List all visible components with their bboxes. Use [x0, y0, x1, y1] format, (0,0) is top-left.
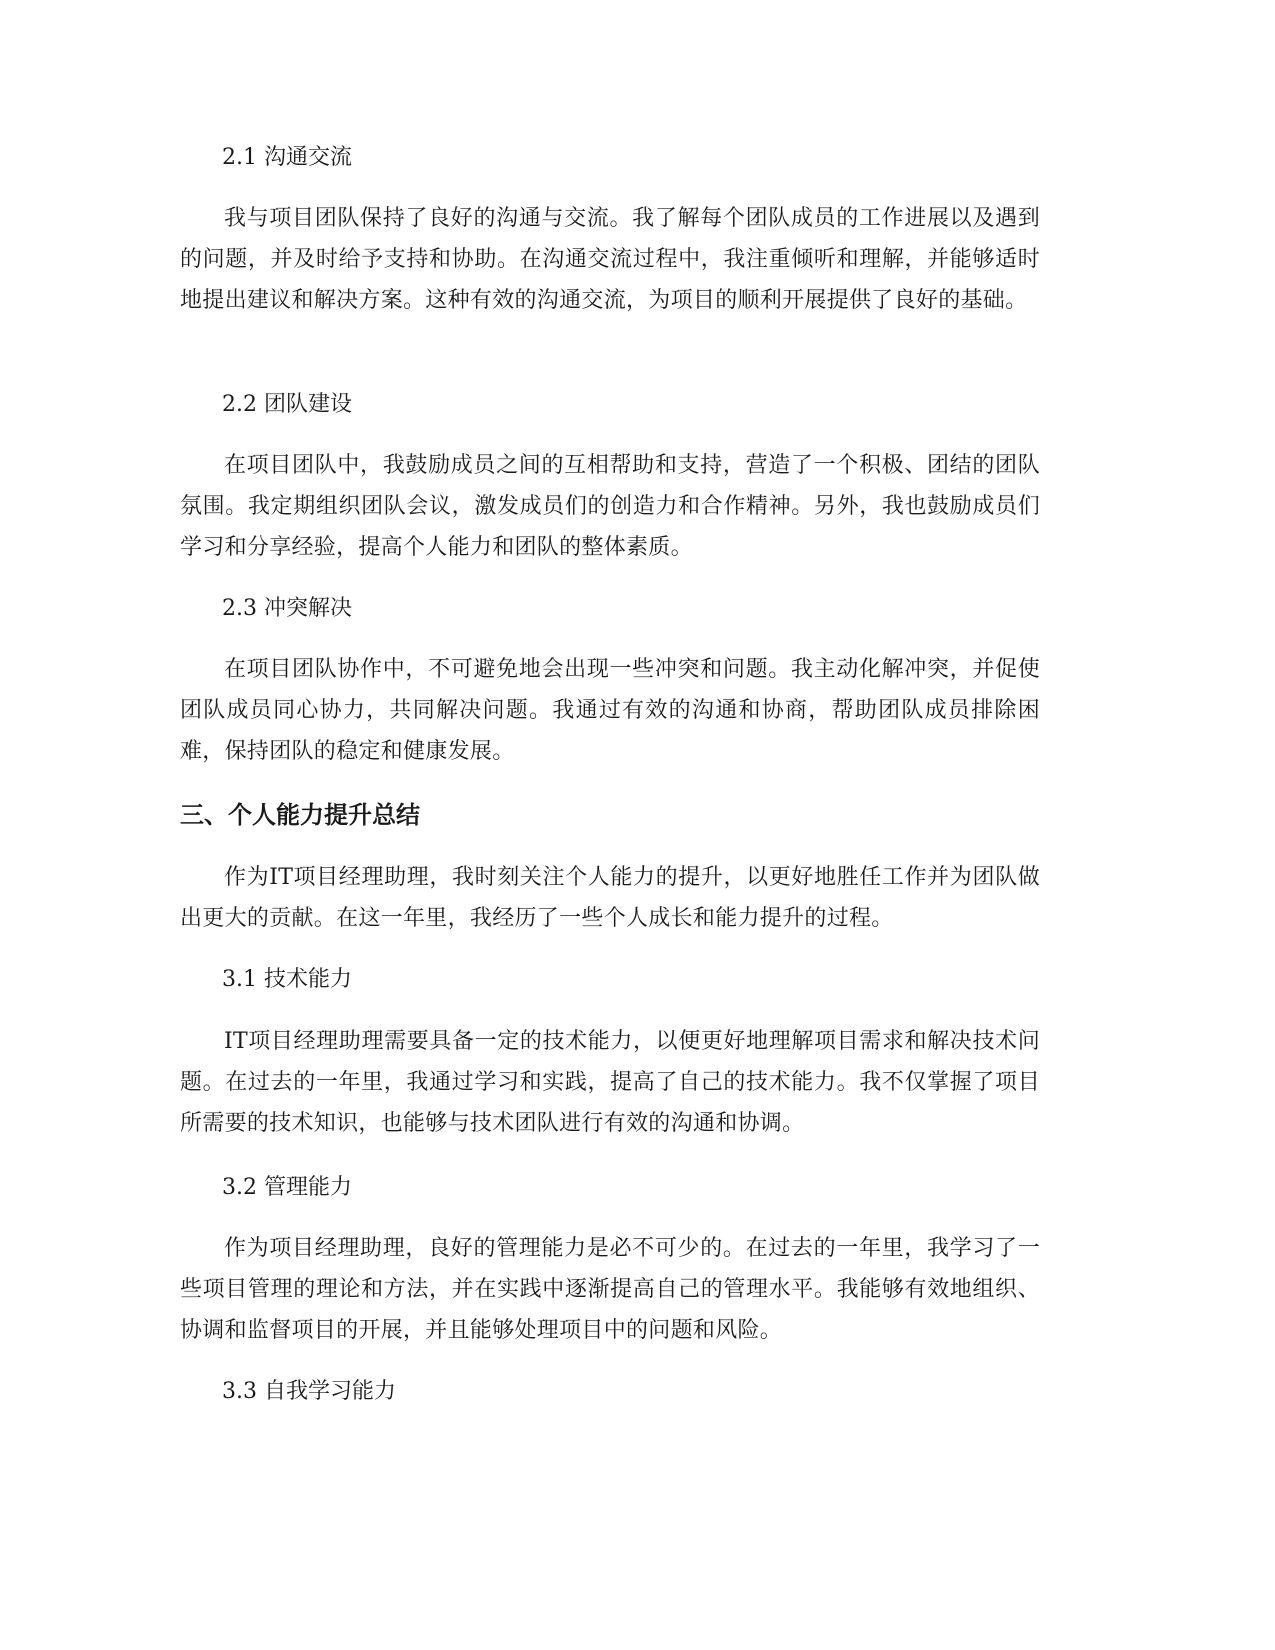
section-3-1-paragraph: IT项目经理助理需要具备一定的技术能力，以便更好地理解项目需求和解决技术问题。在过去的一年里，我通过学习和实践，提高了自己的技术能力。我不仅掌握了项目所需要的技术知识，也能够与技术团队进行有效的沟通和协调。 — [180, 1029, 1040, 1136]
section-3-2-paragraph: 作为项目经理助理，良好的管理能力是必不可少的。在过去的一年里，我学习了一些项目管理的理论和方法，并在实践中逐渐提高自己的管理水平。我能够有效地组织、协调和监督项目的开展，并且能够处理项目中的问题和风险。 — [180, 1236, 1040, 1343]
section-3-title: 三、个人能力提升总结 — [180, 801, 420, 829]
section-2-2-paragraph: 在项目团队中，我鼓励成员之间的互相帮助和支持，营造了一个积极、团结的团队氛围。我定期组织团队会议，激发成员们的创造力和合作精神。另外，我也鼓励成员们学习和分享经验，提高个人能力和团队的整体素质。 — [180, 453, 1040, 560]
section-2-2-heading: 2.2 团队建设 — [222, 392, 352, 417]
section-3-2-heading: 3.2 管理能力 — [222, 1175, 352, 1200]
section-2-1-paragraph: 我与项目团队保持了良好的沟通与交流。我了解每个团队成员的工作进展以及遇到的问题，并及时给予支持和协助。在沟通交流过程中，我注重倾听和理解，并能够适时地提出建议和解决方案。这种有效的沟通交流，为项目的顺利开展提供了良好的基础。 — [180, 206, 1040, 313]
section-2-3-paragraph: 在项目团队协作中，不可避免地会出现一些冲突和问题。我主动化解冲突，并促使团队成员同心协力，共同解决问题。我通过有效的沟通和协商，帮助团队成员排除困难，保持团队的稳定和健康发展。 — [180, 657, 1040, 764]
section-3-1-heading: 3.1 技术能力 — [222, 967, 352, 992]
section-3-3-heading: 3.3 自我学习能力 — [222, 1379, 396, 1404]
section-2-1-heading: 2.1 沟通交流 — [222, 145, 352, 170]
section-2-3-heading: 2.3 冲突解决 — [222, 596, 352, 621]
section-3-intro-paragraph: 作为IT项目经理助理，我时刻关注个人能力的提升，以更好地胜任工作并为团队做出更大的贡献。在这一年里，我经历了一些个人成长和能力提升的过程。 — [180, 865, 1040, 931]
